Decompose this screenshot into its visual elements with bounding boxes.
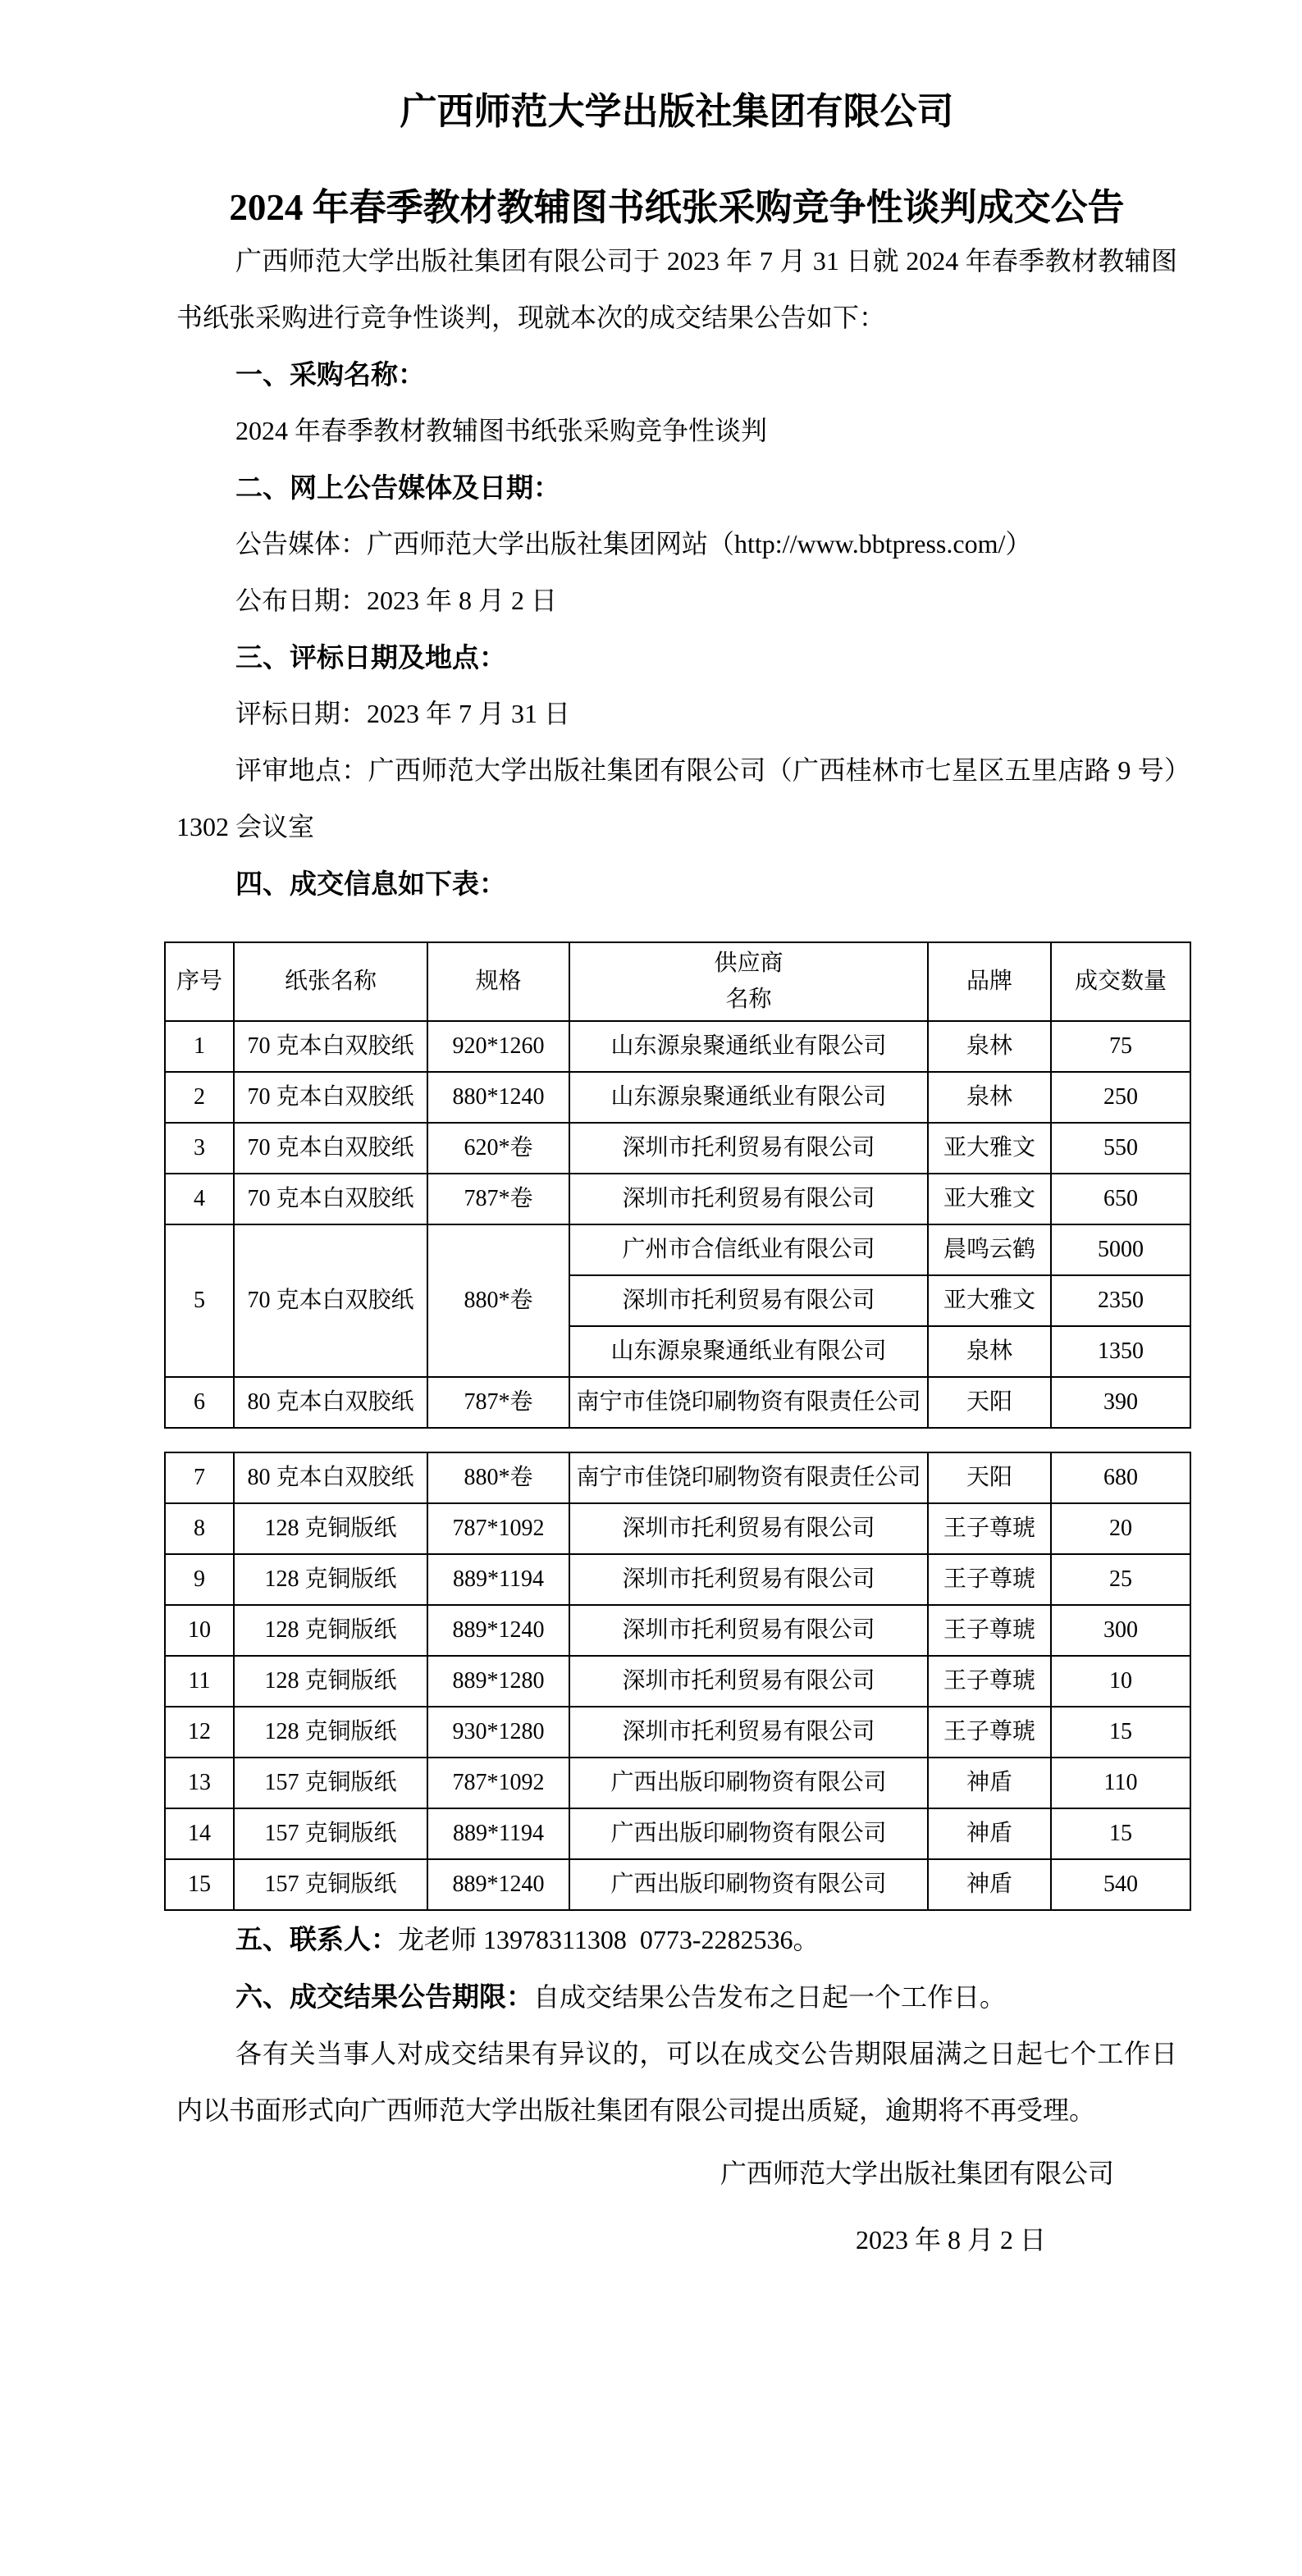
table-row: [165, 1605, 1190, 1656]
table-cell: 157 克铜版纸: [234, 1859, 427, 1910]
table-cell: 泉林: [928, 1072, 1051, 1123]
table-row: [165, 1072, 1190, 1123]
table-cell: 广州市合信纸业有限公司: [569, 1224, 928, 1275]
section-1-heading: 一、采购名称：: [235, 359, 425, 390]
table-cell: 王子尊琥: [928, 1656, 1051, 1707]
table-cell: 880*卷: [427, 1224, 569, 1377]
table-cell: 128 克铜版纸: [234, 1707, 427, 1758]
table-cell: 880*卷: [427, 1452, 569, 1503]
table-cell: 157 克铜版纸: [234, 1758, 427, 1808]
table-cell: 70 克本白双胶纸: [234, 1174, 427, 1224]
table-cell: 神盾: [928, 1808, 1051, 1859]
announcement-media-line: 公告媒体：广西师范大学出版社集团网站（http://www.bbtpress.com/）: [235, 529, 1032, 559]
table-cell: 75: [1051, 1021, 1190, 1072]
table-cell: 15: [165, 1859, 234, 1910]
section-1-body: 2024 年春季教材教辅图书纸张采购竞争性谈判: [235, 416, 768, 445]
header-label: 供应商: [714, 951, 783, 976]
objection-paragraph: 各有关当事人对成交结果有异议的，可以在成交公告期限届满之日起七个工作日内以书面形式向广西师范大学出版社集团有限公司提出质疑，逾期将不再受理。: [176, 2039, 1177, 2125]
table-cell: 128 克铜版纸: [234, 1554, 427, 1605]
evaluation-date-line: 评标日期：2023 年 7 月 31 日: [235, 699, 571, 728]
table-row: [165, 1021, 1190, 1072]
table-cell: 1: [165, 1021, 234, 1072]
table-cell: 王子尊琥: [928, 1707, 1051, 1758]
table-cell: 787*卷: [427, 1377, 569, 1428]
table-cell: 亚大雅文: [928, 1123, 1051, 1174]
table-row: [165, 1503, 1190, 1554]
header-label: 品牌: [966, 969, 1012, 994]
table-cell: 12: [165, 1707, 234, 1758]
section-4-heading: 四、成交信息如下表：: [235, 869, 506, 899]
table-cell: 920*1260: [427, 1021, 569, 1072]
table-cell: 930*1280: [427, 1707, 569, 1758]
header-cell: [1051, 942, 1190, 1021]
table-row: [165, 1707, 1190, 1758]
table-cell: 深圳市托利贸易有限公司: [569, 1605, 928, 1656]
header-label: 规格: [475, 969, 522, 994]
table-cell: 深圳市托利贸易有限公司: [569, 1707, 928, 1758]
table-cell: 157 克铜版纸: [234, 1808, 427, 1859]
table-cell: 亚大雅文: [928, 1174, 1051, 1224]
table-row: [165, 1656, 1190, 1707]
table-cell: 神盾: [928, 1859, 1051, 1910]
table-cell: 广西出版印刷物资有限公司: [569, 1758, 928, 1808]
table-cell: 山东源泉聚通纸业有限公司: [569, 1072, 928, 1123]
award-table-part1: [164, 941, 1191, 1429]
table-cell: 787*1092: [427, 1503, 569, 1554]
header-label: 纸张名称: [284, 969, 377, 994]
header-label: 成交数量: [1074, 969, 1167, 994]
section-5-heading: 五、联系人：: [235, 1924, 398, 1954]
table-cell: 深圳市托利贸易有限公司: [569, 1275, 928, 1326]
table-cell: 80 克本白双胶纸: [234, 1377, 427, 1428]
evaluation-place-line: 评审地点：广西师范大学出版社集团有限公司（广西桂林市七星区五里店路 9 号）1302 会议室: [176, 755, 1177, 841]
table-cell: 550: [1051, 1123, 1190, 1174]
table-cell: 889*1240: [427, 1859, 569, 1910]
section-6-line: [176, 1968, 1177, 2026]
table-cell: 11: [165, 1656, 234, 1707]
table-cell: 4: [165, 1174, 234, 1224]
header-cell: [427, 942, 569, 1021]
table-cell: 15: [1051, 1707, 1190, 1758]
table-cell: 泉林: [928, 1021, 1051, 1072]
table-cell: 15: [1051, 1808, 1190, 1859]
section-6-body: 自成交结果公告发布之日起一个工作日。: [533, 1982, 1007, 2012]
table-cell: 540: [1051, 1859, 1190, 1910]
table-header-row: [165, 942, 1190, 1021]
table-row: [165, 1123, 1190, 1174]
table-cell: 天阳: [928, 1377, 1051, 1428]
table-cell: 70 克本白双胶纸: [234, 1224, 427, 1377]
table-cell: 889*1240: [427, 1605, 569, 1656]
signature-date: 2023 年 8 月 2 日: [855, 2225, 1046, 2255]
table-cell: 天阳: [928, 1452, 1051, 1503]
table-cell: 山东源泉聚通纸业有限公司: [569, 1021, 928, 1072]
table-row: [165, 1554, 1190, 1605]
doc-title: 广西师范大学出版社集团有限公司: [400, 91, 954, 132]
table-cell: 880*1240: [427, 1072, 569, 1123]
header-label: 名称: [725, 987, 772, 1012]
table-cell: 787*卷: [427, 1174, 569, 1224]
table-cell: 70 克本白双胶纸: [234, 1072, 427, 1123]
table-cell: 13: [165, 1758, 234, 1808]
table-cell: 7: [165, 1452, 234, 1503]
table-row: [165, 1377, 1190, 1428]
doc-subtitle: 2024 年春季教材教辅图书纸张采购竞争性谈判成交公告: [229, 187, 1125, 228]
table-cell: 1350: [1051, 1326, 1190, 1377]
table-cell: 20: [1051, 1503, 1190, 1554]
table-cell: 王子尊琥: [928, 1554, 1051, 1605]
table-cell: 889*1194: [427, 1554, 569, 1605]
table-cell: 南宁市佳饶印刷物资有限责任公司: [569, 1377, 928, 1428]
table-cell: 深圳市托利贸易有限公司: [569, 1123, 928, 1174]
table-cell: 广西出版印刷物资有限公司: [569, 1808, 928, 1859]
table-cell: 8: [165, 1503, 234, 1554]
table-cell: 深圳市托利贸易有限公司: [569, 1554, 928, 1605]
table-cell: 王子尊琥: [928, 1503, 1051, 1554]
table-row: [165, 1452, 1190, 1503]
table-cell: 10: [1051, 1656, 1190, 1707]
table-row: [165, 1174, 1190, 1224]
table-cell: 300: [1051, 1605, 1190, 1656]
intro-paragraph: 广西师范大学出版社集团有限公司于 2023 年 7 月 31 日就 2024 年春季教材教辅图书纸张采购进行竞争性谈判，现就本次的成交结果公告如下：: [176, 246, 1177, 332]
table-cell: 晨鸣云鹤: [928, 1224, 1051, 1275]
table-cell: 王子尊琥: [928, 1605, 1051, 1656]
table-cell: 9: [165, 1554, 234, 1605]
table-cell: 5000: [1051, 1224, 1190, 1275]
table-cell: 250: [1051, 1072, 1190, 1123]
table-cell: 山东源泉聚通纸业有限公司: [569, 1326, 928, 1377]
table-row: [165, 1224, 1190, 1275]
table-cell: 南宁市佳饶印刷物资有限责任公司: [569, 1452, 928, 1503]
contact-info: 龙老师 13978311308 0773-2282536。: [398, 1925, 820, 1954]
section-3-heading: 三、评标日期及地点：: [235, 642, 506, 672]
table-cell: 2: [165, 1072, 234, 1123]
table-row: [165, 1859, 1190, 1910]
table-cell: 787*1092: [427, 1758, 569, 1808]
table-row: [165, 1758, 1190, 1808]
table-row: [165, 1808, 1190, 1859]
table-cell: 6: [165, 1377, 234, 1428]
table-cell: 神盾: [928, 1758, 1051, 1808]
publish-date-line: 公布日期：2023 年 8 月 2 日: [235, 586, 558, 615]
table-cell: 889*1280: [427, 1656, 569, 1707]
table-cell: 14: [165, 1808, 234, 1859]
section-6-heading: 六、成交结果公告期限：: [235, 1981, 533, 2012]
table-cell: 2350: [1051, 1275, 1190, 1326]
table-cell: 128 克铜版纸: [234, 1605, 427, 1656]
header-cell: [234, 942, 427, 1021]
table-cell: 70 克本白双胶纸: [234, 1123, 427, 1174]
table-cell: 10: [165, 1605, 234, 1656]
section-2-heading: 二、网上公告媒体及日期：: [235, 472, 560, 503]
award-table-part2: [164, 1452, 1191, 1911]
table-cell: 110: [1051, 1758, 1190, 1808]
table-cell: 深圳市托利贸易有限公司: [569, 1656, 928, 1707]
table-cell: 25: [1051, 1554, 1190, 1605]
table-cell: 889*1194: [427, 1808, 569, 1859]
header-cell: [569, 942, 928, 1021]
table-cell: 390: [1051, 1377, 1190, 1428]
table-cell: 广西出版印刷物资有限公司: [569, 1859, 928, 1910]
section-5-line: [176, 1911, 1177, 1968]
table-cell: 3: [165, 1123, 234, 1174]
header-label: 序号: [176, 969, 222, 994]
signature-company: 广西师范大学出版社集团有限公司: [720, 2159, 1114, 2188]
table-cell: 70 克本白双胶纸: [234, 1021, 427, 1072]
table-cell: 深圳市托利贸易有限公司: [569, 1174, 928, 1224]
header-cell: [928, 942, 1051, 1021]
table-cell: 128 克铜版纸: [234, 1503, 427, 1554]
table-cell: 亚大雅文: [928, 1275, 1051, 1326]
table-cell: 泉林: [928, 1326, 1051, 1377]
table-cell: 128 克铜版纸: [234, 1656, 427, 1707]
table-cell: 650: [1051, 1174, 1190, 1224]
table-cell: 深圳市托利贸易有限公司: [569, 1503, 928, 1554]
header-cell: [165, 942, 234, 1021]
table-cell: 620*卷: [427, 1123, 569, 1174]
table-cell: 5: [165, 1224, 234, 1377]
table-cell: 80 克本白双胶纸: [234, 1452, 427, 1503]
table-cell: 680: [1051, 1452, 1190, 1503]
